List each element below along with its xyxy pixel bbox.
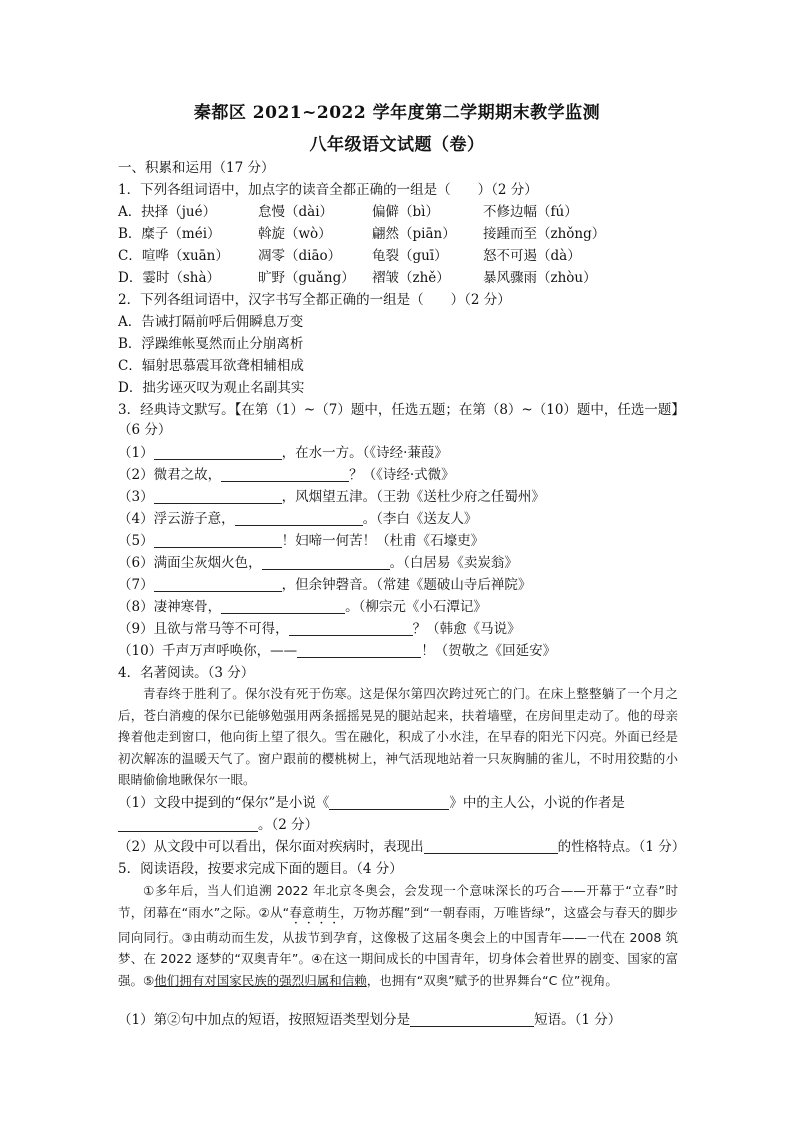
q3-item-6: （6）满面尘灰烟火色， 。（白居易《卖炭翁》	[118, 555, 518, 571]
q3-item-10: （10）千声万声呼唤你，—— ！（贺敬之《回延安》	[118, 643, 557, 659]
q1-option-b-3: 翩然（piān）	[372, 226, 456, 242]
q1-option-d-1: D．霎时（shà）	[118, 270, 220, 286]
exam-subtitle: 八年级语文试题（卷）	[309, 135, 485, 155]
q3-item-3: （3） ，风烟望五津。（王勃《送杜少府之任蜀州》	[118, 489, 545, 505]
q4-sub1: （1）文段中提到的“保尔”是小说《 》中的主人公，小说的作者是	[118, 795, 625, 811]
q1-option-c-1: C．喧哗（xuān）	[118, 248, 229, 264]
q1-option-b-4: 接踵而至（zhǒng）	[483, 226, 606, 242]
q2-stem: 2．下列各组词语中，汉字书写全都正确的一组是（ ）（2 分）	[118, 292, 511, 308]
q3-item-1: （1） ，在水一方。（《诗经·蒹葭》	[118, 445, 448, 461]
answer-blank[interactable]	[221, 467, 349, 482]
answer-blank[interactable]	[289, 621, 413, 636]
q3-stem: 3．经典诗文默写。【在第（1）~（7）题中，任选五题；在第（8）~（10）题中，任选一题】	[118, 402, 685, 418]
q3-item-8: （8）凄神寒骨， 。（柳宗元《小石潭记》	[118, 599, 487, 615]
exam-title: 秦都区 2021~2022 学年度第二学期期末教学监测	[193, 103, 601, 123]
dotted-phrase: 春意萌生	[289, 904, 341, 920]
q3-item-7: （7） ，但余钟磬音。（常建《题破山寺后禅院》	[118, 577, 532, 593]
q4-sub1-cont: 。（2 分）	[118, 815, 318, 835]
q1-option-b-2: 斡旋（wò）	[258, 226, 332, 242]
q1-option-a-3: 偏僻（bì）	[372, 204, 439, 220]
q1-option-d-3: 褶皱（zhě）	[372, 270, 450, 286]
q1-option-c-3: 龟裂（guī）	[372, 248, 448, 264]
q1-option-c-2: 凋零（diāo）	[258, 248, 342, 264]
q2-option-d: D．拙劣诬灭叹为观止名副其实	[118, 380, 305, 396]
answer-blank[interactable]	[235, 511, 363, 526]
answer-blank[interactable]	[424, 839, 558, 854]
q1-stem: 1．下列各组词语中，加点字的读音全都正确的一组是（ ）（2 分）	[118, 182, 538, 198]
q3-item-9: （9）且欲与常马等不可得， ？（韩愈《马说》	[118, 621, 521, 637]
q5-passage-text: ①多年后，当人们追溯 2022 年北京冬奥会，会发现一个意味深长的巧合——开幕于“立春”时节，闭幕在“雨水”之际。②从“春意萌生，万物苏醒”到“一朝春雨，万唯皆绿”，这盛会与春天的脚步同向同行。③由萌动而生发，从拔节到孕育，这像极了这届冬奥会上的中国青年——一代在 2008 筑梦、在 2022 逐梦的“双奥青年”。④在这一期间成长的中国青年，切身体会着世界的剧变、国家的富强。⑤他们拥有对国家民族的强烈归属和信赖，也拥有“双奥”赋予的世界舞台“C 位”视角。	[118, 883, 678, 988]
answer-blank[interactable]	[221, 599, 345, 614]
q3-item-4: （4）浮云游子意， 。（李白《送友人》	[118, 511, 478, 527]
q3-points: （6 分）	[118, 422, 172, 438]
q5-passage	[118, 880, 678, 991]
q4-sub2: （2）从文段中可以看出，保尔面对疾病时，表现出 的性格特点。（1 分）	[118, 839, 686, 855]
q1-option-c-4: 怒不可遏（dà）	[483, 248, 581, 264]
q4-passage-text: 青春终于胜利了。保尔没有死于伤寒。这是保尔第四次跨过死亡的门。在床上整整躺了一个月之后，苍白消瘦的保尔已能够勉强用两条摇摇晃晃的腿站起来，扶着墙壁，在房间里走动了。他的母亲搀着他走到窗口，他向街上望了很久。雪在融化，积成了小水洼，在早春的阳光下闪亮。外面已经是初次解冻的温暖天气了。窗户跟前的樱桃树上，神气活现地站着一只灰胸脯的雀儿，不时用狡黠的小眼睛偷偷地瞅保尔一眼。	[118, 686, 678, 787]
q1-option-b-1: B．糜子（méi）	[118, 226, 221, 242]
q4-passage	[118, 683, 678, 791]
q1-option-a-2: 怠慢（dài）	[258, 204, 334, 220]
answer-blank[interactable]	[297, 643, 421, 658]
underlined-sentence: 他们拥有对国家民族的强烈归属和信赖	[154, 972, 367, 988]
q1-option-a-1: A．抉择（jué）	[118, 204, 217, 220]
q2-option-b: B．浮躁维帐戛然而止分崩离析	[118, 336, 304, 352]
q3-item-2: （2）微君之故， ？（《诗经·式微》	[118, 467, 455, 483]
q4-stem: 4．名著阅读。（3 分）	[118, 665, 255, 681]
answer-blank[interactable]	[410, 1012, 534, 1027]
q5-sub1: （1）第②句中加点的短语，按照短语类型划分是 短语。（1 分）	[118, 1012, 622, 1028]
q2-option-a: A．告诫打隔前呼后佣瞬息万变	[118, 314, 304, 330]
answer-blank[interactable]	[329, 795, 449, 810]
answer-blank[interactable]	[154, 577, 282, 592]
answer-blank[interactable]	[262, 555, 390, 570]
q1-option-a-4: 不修边幅（fú）	[483, 204, 578, 220]
q2-option-c: C．辐射思慕震耳欲聋相辅相成	[118, 358, 304, 374]
answer-blank[interactable]	[154, 445, 282, 460]
section-heading: 一、积累和运用（17 分）	[118, 160, 275, 176]
q3-item-5: （5） ！妇啼一何苦！（杜甫《石壕吏》	[118, 533, 485, 549]
answer-blank[interactable]	[154, 489, 282, 504]
answer-blank[interactable]	[118, 817, 258, 832]
q1-option-d-4: 暴风骤雨（zhòu）	[483, 270, 597, 286]
q5-stem: 5．阅读语段，按要求完成下面的题目。（4 分）	[118, 861, 403, 877]
q1-option-d-2: 旷野（guǎng）	[258, 270, 355, 286]
answer-blank[interactable]	[154, 533, 282, 548]
